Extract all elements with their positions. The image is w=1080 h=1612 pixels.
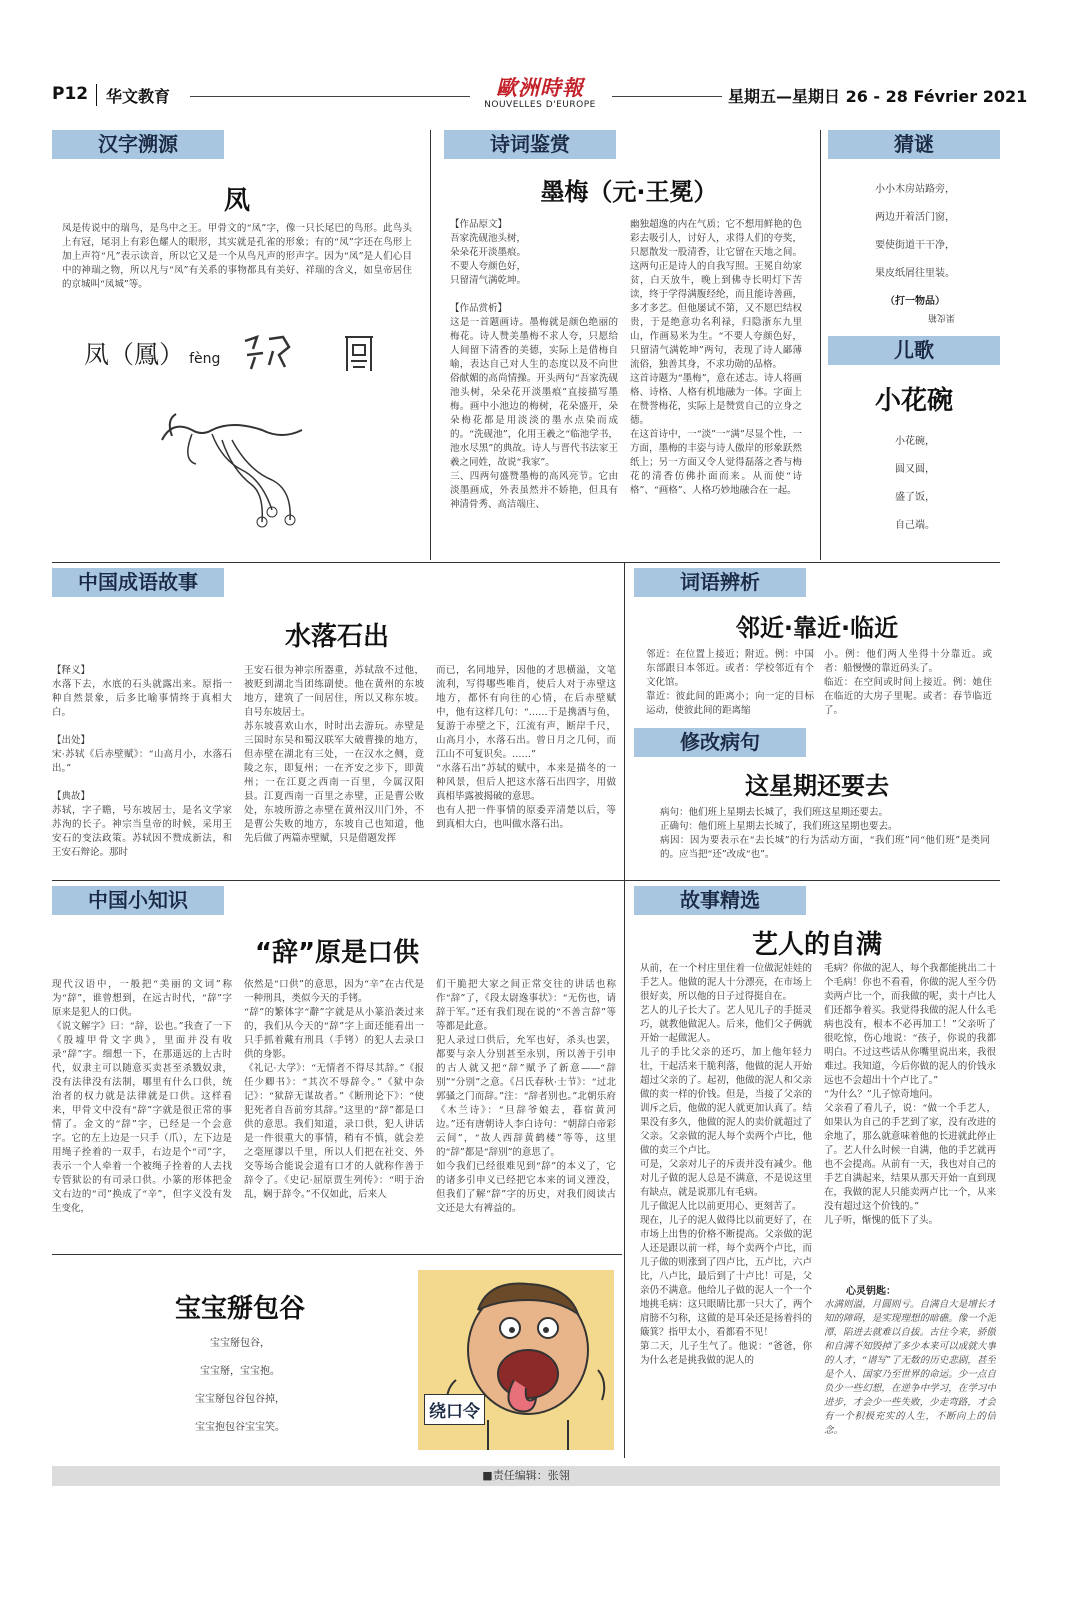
tongue-line: 宝宝抱包谷宝宝笑。 [195, 1422, 285, 1433]
logo-english: NOUVELLES D'EUROPE [484, 100, 596, 110]
section-rule [52, 562, 1000, 563]
song-title: 小花碗 [874, 386, 953, 416]
header-divider [96, 84, 97, 106]
words-col-1: 邻近：在位置上接近；附近。例：中国东部跟日本邻近。或者：学校邻近有个文化馆。 靠近：彼此间的距离小；向一定的目标运动，使彼此间的距离缩 [646, 649, 814, 716]
riddle-section-head: 猜谜 [828, 130, 1000, 159]
song-line: 圆又圆， [895, 464, 935, 475]
riddle-line: 小小木房站路旁， [875, 184, 955, 195]
column-divider [624, 562, 625, 880]
logo-chinese: 歐洲時報 [496, 75, 584, 100]
song-poem [840, 432, 990, 544]
bronze-glyph-icon [339, 331, 379, 375]
phoenix-illustration-icon [152, 400, 312, 530]
section-rule [52, 1254, 622, 1255]
riddle-poem [840, 180, 990, 292]
poetry-col-2: 幽独超逸的内在气质；它不想用鲜艳的色彩去吸引人，讨好人，求得人们的夸奖，只愿散发一股清香，让它留在天地之间。这两句正是诗人的自我写照。王冕自幼家贫，白天放牛，晚上到佛寺长明灯下苦读，终于学得满腹经纶，而且能诗善画，多才多艺。但他屡试不第，又不愿巴结权贵，于是绝意功名利禄，归隐浙东九里山，作画易米为生。“不要人夸颜色好，只留清气满乾坤”两句，表现了诗人鄙薄流俗，独善其身，不求功勋的品格。 这首诗题为“墨梅”，意在述志。诗人将画格、诗格、人格有机地融为一体。字面上在赞誉梅花，实际上是赞赏自己的立身之德。 在这首诗中，一“淡”一“满”尽显个性，一方面，墨梅的丰姿与诗人傲岸的形象跃然纸上；另一方面又令人觉得磊落之香与梅花的清香仿佛扑面而来。从而使“诗格”、“画格”、人格巧妙地融合在一起。 [630, 219, 802, 496]
riddle-line: 两边开着活门窗， [875, 212, 955, 223]
hanzi-pinyin: fèng [189, 351, 221, 367]
column-divider [430, 130, 431, 560]
song-line: 自己端。 [895, 520, 935, 531]
poetry-col-1: 【作品原文】 吾家洗砚池头树， 朵朵花开淡墨痕。 不要人夸颜色好， 只留清气满乾坤。 【作品赏析】 这是一首题画诗。墨梅就是颜色绝丽的梅花。诗人赞美墨梅不求人夸，只愿给人间留下清香的美德，实际上是借梅自喻，表达自己对人生的态度以及不向世俗献媚的高尚情操。开头两句“吾家洗砚池头树，朵朵花开淡墨痕”直接描写墨梅。画中小池边的梅树，花朵盛开，朵朵梅花都是用淡淡的墨水点染而成的。“洗砚池”，化用王羲之“临池学书，池水尽黑”的典故。诗人与晋代书法家王羲之同姓，故说“我家”。 三、四两句盛赞墨梅的高风亮节。它由淡墨画成，外表虽然并不娇艳，但具有神清骨秀、高洁端庄、 [450, 219, 618, 510]
fix-section-head: 修改病句 [634, 728, 806, 757]
knowledge-col-3: 们干脆把大家之间正常交往的讲话也称作“辞”了，《段太尉逸事状》：“无伤也，请辞于军。”还有我们现在说的“不善言辞”等等都是此意。 犯人录过口供后，允军也好，杀头也罢，都要与亲人分别甚至永别，所以善于引申的古人就又把“辞”赋予了新意——“辞别”“分别”之意。《吕氏春秋·士节》：“过北郭骚之门而辞。”注：“辞者别也。”北朝乐府《木兰诗》：“旦辞爷娘去，暮宿黄河边。”还有唐朝诗人李白诗句：“朝辞白帝彩云间”，“故人西辞黄鹤楼”等等，这里的“辞”都是“辞别”的意思了。 如今我们已经很难见到“辞”的本义了，它的诸多引申义已经把它本来的词义湮没，但我们了解“辞”字的历史，对我们阅读古文还是大有裨益的。 [436, 979, 616, 1214]
story-col-2: 毛病？你做的泥人，每个我都能挑出二十个毛病！你也不看看，你做的泥人至今仍卖两卢比一个，而我做的呢，卖十卢比人们还都争着买。我觉得我做的泥人什么毛病也没有，根本不必再加工！”父亲听了很吃惊，伤心地说：“孩子，你说的我都明白。不过这些话从你嘴里说出来，我很难过。我知道，今后你做的泥人的价钱永远也不会超出十个卢比了。” “为什么？”儿子惊奇地问。 父亲看了看儿子，说：“做一个手艺人，如果认为自己的手艺到了家，没有改进的余地了，那么就意味着他的长进就此停止了。艺人什么时候一自满，他的手艺就再也不会提高。从前有一天，我也对自己的手艺自满起来，结果从那天开始一直到现在，我做的泥人只能卖两卢比一个，从来没有超过这个价钱的。” 儿子听，惭愧的低下了头。 [824, 963, 996, 1226]
knowledge-section-head: 中国小知识 [52, 886, 224, 915]
knowledge-col-2: 依然是“口供”的意思，因为“辛”在古代是一种刑具，类似今天的手铐。 “辞”的繁体字“辭”字就是从小篆沿袭过来的，我们从今天的“辞”字上面还能看出一只手抓着戴有刑具（手铐）的犯人去录口供的身影。 《礼记·大学》：“无情者不得尽其辞。”《报任少卿书》：“其次不辱辞令。”《狱中杂记》：“狱辞无谋故者。”《断刑论下》：“使犯死者自吾前穷其辞。”这里的“辞”都是口供的意思。我们知道，录口供，犯人讲话是一件很重大的事情，稍有不慎，就会差之毫厘谬以千里，所以人们把在社交、外交等场合能说会道有口才的人就称作善于辞令了。《史记·屈原贾生列传》：“明于治乱，娴于辞令。”不仅如此，后来人 [244, 979, 424, 1200]
header-rule-left [190, 96, 470, 97]
knowledge-title: “辞”原是口供 [254, 938, 420, 968]
poetry-title: 墨梅（元·王冕） [540, 178, 718, 206]
tongue-poem [160, 1334, 320, 1446]
hanzi-section-head: 汉字溯源 [52, 130, 224, 159]
page-number: P12 [52, 84, 89, 104]
section-name: 华文教育 [106, 87, 171, 106]
section-rule [52, 880, 1000, 881]
idiom-col-3: 而已，名同地异，因他的才思横溢，文笔流利，写得哪些唯肖，使后人对于赤壁这地方，都怀有向往的心情，在后赤壁赋中，他有这样几句：“……于是携酒与鱼，复游于赤壁之下，江流有声，断岸千尺，山高月小，水落石出。曾日月之几何，而江山不可复识矣。……” “水落石出”苏轼的赋中，本来是描冬的一种风景，但后人把这水落石出四字，用做真相毕露被揭破的意思。 也有人把一件事情的原委弄清楚以后，等到真相大白，也叫做水落石出。 [436, 665, 616, 830]
riddle-hint: （打一物品） [885, 296, 945, 307]
story-moral-head: 心灵钥匙： [846, 1286, 896, 1297]
story-moral: 水满则溢，月圆则亏。自满自大是增长才知的障碍，是实现理想的暗礁。像一个泥潭，陷进去就难以自拔。古往今来，骄傲和自满不知毁掉了多少本来可以成就大事的人才，“谱写”了无数的历史悲剧，甚至是个人、国家乃至世界的命运。少一点自负少一些幻想，在逆争中学习，在学习中进步，才会少一些失败，少走弯路，才会有一个积极充实的人生，不断向上的信念。 [824, 1299, 996, 1436]
newspaper-logo [470, 76, 610, 110]
idiom-col-2: 王安石很为神宗所器重，苏轼敌不过他，被贬到湖北当团练副使。他在黄州的东坡地方，建筑了一间居住，所以又称东坡。自号东坡居士。 苏东坡喜欢山水，时时出去游玩。赤壁是三国时东吴和蜀汉联军大破曹操的地方，但赤壁在湖北有三处，一在汉水之侧，竟陵之东，即复州；一在齐安之步下，即黄州；一在江夏之西南一百里，今属汉阳县。江夏西南一百里之赤壁，正是曹公败处，东坡所游之赤壁在黄州汉川门外，不是曹公失败的地方，东坡自己也知道，他先后做了两篇赤壁赋，只是借题发挥 [244, 665, 424, 844]
riddle-line: 果皮纸屑往里装。 [875, 268, 955, 279]
poetry-section-head: 诗词鉴赏 [444, 130, 616, 159]
song-line: 盛了饭， [895, 492, 935, 503]
hanzi-glyphs [84, 335, 424, 385]
words-section-head: 词语辨析 [634, 568, 806, 597]
riddle-line: 要使街道干干净， [875, 240, 955, 251]
fix-title: 这星期还要去 [745, 772, 889, 800]
tongue-title: 宝宝掰包谷 [174, 1294, 305, 1324]
idiom-section-head: 中国成语故事 [52, 568, 224, 597]
column-divider [820, 130, 821, 560]
tongue-line: 宝宝掰包谷包谷掉， [195, 1394, 285, 1405]
tongue-line: 宝宝掰包谷， [210, 1338, 270, 1349]
story-section-head: 故事精选 [634, 886, 806, 915]
fix-body: 病句：他们班上星期去长城了，我们班这星期还要去。 正确句：他们班上星期去长城了，我们班这星期也要去。 病因：因为要表示在“去长城”的行为活动方面，“我们班”同“他们班”是类同的。应当把“还”改成“也”。 [660, 807, 990, 860]
header-rule-right [612, 96, 722, 97]
riddle-answer: 果皮箱 [928, 312, 956, 322]
story-title: 艺人的自满 [751, 930, 882, 960]
hanzi-body: 凤是传说中的瑞鸟，是鸟中之王。甲骨文的“凤”字，像一只长尾巴的鸟形。此鸟头上有冠，尾羽上有彩色耀人的眼形，其实就是孔雀的形象；有的“凤”字还在鸟形上加上声符“凡”表示读音，所以它又是一个从鸟凡声的形声字。因为“凤”是人们心目中的神瑞之物，所以凡与“凤”有关系的事物都具有美好、祥瑞的含义，如皇帝居住的京城叫“凤城”等。 [62, 223, 412, 290]
idiom-title: 水落石出 [284, 622, 389, 652]
footer-editor: ■责任编辑：张翎 [482, 1469, 570, 1482]
story-col-1: 从前，在一个村庄里住着一位做泥娃娃的手艺人。他做的泥人十分漂亮，在市场上很好卖，所以他的日子过得挺自在。 艺人的儿子长大了。艺人见儿子的手挺灵巧，就教他做泥人。后来，他们父子俩就开始一起做泥人。 儿子的手比父亲的还巧，加上他年轻力壮，干起活来干脆利落，他做的泥人开始超过父亲的了。起初，他做的泥人和父亲做的卖一样的价钱。但是，当接了父亲的训斥之后，他做的泥人就更加认真了。结果没有多久，他做的泥人的卖价就超过了父亲。父亲做的泥人每个卖两个卢比，他做的卖三个卢比。 可是，父亲对儿子的斥责并没有减少。他对儿子做的泥人总是不满意，不是说这里有缺点，就是说那儿有毛病。 儿子做泥人比以前更用心、更刻苦了。 现在，儿子的泥人做得比以前更好了，在市场上出售的价格不断提高。父亲做的泥人还是跟以前一样，每个卖两个卢比，而儿子做的则涨到了四卢比，五卢比，六卢比，八卢比，最后到了十卢比！可是，父亲仍不满意。他给儿子做的泥人一个一个地挑毛病：这只眼睛比那一只大了，两个肩膀不匀称，这做的是耳朵还是扬着抖的簸箕？指甲太小，看都看不见！ 第二天，儿子生气了。他说：“爸爸，你为什么老是挑我做的泥人的 [640, 963, 812, 1366]
idiom-col-1: 【释义】 水落下去，水底的石头就露出来。原指一种自然景象，后多比喻事情终于真相大白。 【出处】 宋·苏轼《后赤壁赋》：“山高月小，水落石出。” 【典故】 苏轼，字子瞻，号东坡居士，是名文学家苏洵的长子。神宗当皇帝的时候，采用王安石的变法政策。苏轼因不赞成新法，和王安石辩论。那时 [52, 665, 232, 858]
words-col-2: 小。例：他们两人坐得十分靠近。或者：船慢慢的靠近码头了。 临近：在空间或时间上接近。例：她住在临近的大房子里呢。或者：春节临近了。 [824, 649, 992, 716]
knowledge-col-1: 现代汉语中，一般把“美丽的文词”称为“辞”，谁曾想到，在远古时代，“辞”字原来是犯人的口供。 《说文解字》曰：“辞，讼也。”我查了一下《殷墟甲骨文字典》，里面并没有收录“辞”字。细想一下，在那遥远的上古时代，奴隶主可以随意买卖甚至杀戮奴隶，没有法律没有法制，哪里有什么口供，统治者的权力就是法律就是口供。这样看来，甲骨文中没有“辞”字就是很正常的事情了。金文的“辞”字，已经是一个会意字。它的左上边是一只手（爪），左下边是用绳子拴着的一双手，右边是个“司”字，表示一个人牵着一个被绳子拴着的人去找专管狱讼的有司录口供。小篆的形体把金文右边的“司”换成了“辛”，但字义没有发生变化， [52, 979, 232, 1214]
tongue-twister-badge: 绕口令 [424, 1394, 485, 1425]
oracle-bone-glyph-icon [239, 333, 295, 373]
footer-bar [52, 1466, 1000, 1486]
hanzi-title: 凤 [223, 186, 250, 216]
tongue-twister-illustration [418, 1270, 614, 1450]
issue-date: 星期五—星期日 26 - 28 Février 2021 [728, 87, 1028, 106]
song-line: 小花碗， [895, 436, 935, 447]
song-section-head: 儿歌 [828, 336, 1000, 365]
words-title: 邻近·靠近·临近 [735, 614, 899, 642]
column-divider [624, 880, 625, 1458]
tongue-line: 宝宝掰，宝宝抱。 [200, 1366, 280, 1377]
hanzi-glyph-line: 凤（鳳） [84, 340, 185, 369]
